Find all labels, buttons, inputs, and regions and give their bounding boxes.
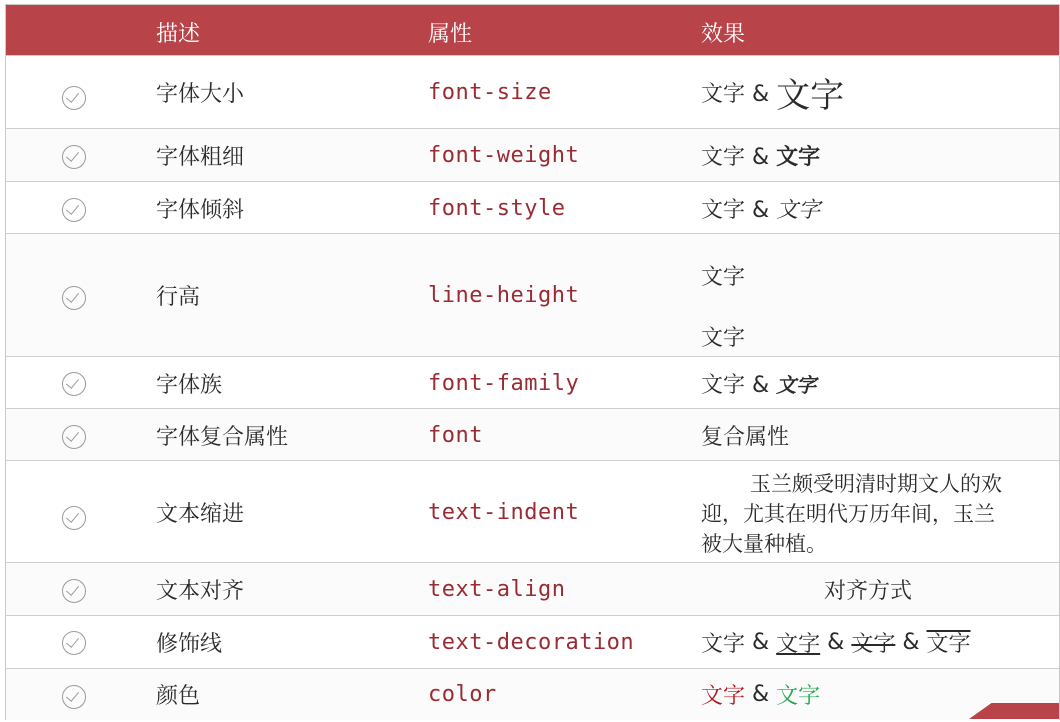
table-row <box>6 460 1059 563</box>
row-desc: 行高 <box>156 285 201 310</box>
effect-centered-text: 对齐方式 <box>824 579 913 604</box>
row-effect <box>701 616 971 669</box>
row-prop: line-height <box>428 283 580 308</box>
table-row <box>6 128 1059 182</box>
ampersand: & <box>745 682 777 707</box>
effect-underline-text: 文字 <box>776 632 821 657</box>
header-prop: 属性 <box>428 22 473 47</box>
row-prop: text-indent <box>428 499 580 525</box>
effect-plain: 文字 & <box>701 372 777 398</box>
row-desc: 颜色 <box>156 684 201 709</box>
row-effect <box>701 56 844 129</box>
table-row <box>6 668 1059 720</box>
row-prop: font-weight <box>428 143 580 168</box>
css-properties-table <box>5 4 1060 720</box>
effect-large-text: 文字 <box>776 76 845 116</box>
effect-text: 复合属性 <box>701 424 790 450</box>
header-effect: 效果 <box>701 22 746 47</box>
row-prop: font-family <box>428 370 580 396</box>
effect-indent-line-1: 玉兰颇受明清时期文人的欢 <box>750 472 1002 496</box>
table-header <box>6 5 1059 55</box>
check-circle-icon <box>62 86 86 110</box>
row-desc: 字体族 <box>156 372 223 398</box>
row-effect <box>701 182 820 234</box>
check-circle-icon <box>62 631 86 655</box>
table-row <box>6 181 1059 234</box>
row-prop: text-decoration <box>428 630 635 655</box>
row-desc: 文本对齐 <box>156 579 245 604</box>
row-desc: 字体倾斜 <box>156 197 245 223</box>
effect-plain: 文字 & <box>701 197 777 223</box>
table-row <box>6 615 1059 669</box>
row-prop: text-align <box>428 577 566 602</box>
ampersand: & <box>745 630 777 655</box>
row-prop: font-size <box>428 80 552 105</box>
header-desc: 描述 <box>156 22 201 47</box>
table-row <box>6 562 1059 616</box>
check-circle-icon <box>62 685 86 709</box>
effect-italic-text: 文字 <box>776 197 821 223</box>
effect-strikethrough-text: 文字 <box>851 632 896 657</box>
effect-line-2: 文字 <box>701 325 746 351</box>
row-prop: font-style <box>428 195 566 221</box>
ampersand: & <box>820 630 852 655</box>
row-desc: 字体大小 <box>156 82 245 107</box>
effect-overline-text: 文字 <box>926 632 971 657</box>
row-effect <box>701 357 816 409</box>
effect-green-text: 文字 <box>776 684 821 709</box>
effect-indent-line-3: 被大量种植。 <box>701 532 827 556</box>
table-row <box>6 55 1059 129</box>
effect-plain: 文字 & <box>701 145 777 170</box>
table-row <box>6 356 1059 409</box>
row-desc: 字体复合属性 <box>156 424 289 450</box>
table-row <box>6 408 1059 461</box>
effect-plain: 文字 & <box>701 82 777 107</box>
check-circle-icon <box>62 145 86 169</box>
row-desc: 修饰线 <box>156 632 223 657</box>
effect-plain-text: 文字 <box>701 632 746 657</box>
check-circle-icon <box>62 372 86 396</box>
check-circle-icon <box>62 506 86 530</box>
ampersand: & <box>895 630 927 655</box>
check-circle-icon <box>62 425 86 449</box>
row-prop: font <box>428 422 483 448</box>
effect-calligraphy-text: 文字 <box>776 372 817 397</box>
effect-indent-line-2: 迎，尤其在明代万历年间，玉兰 <box>701 502 995 526</box>
row-effect <box>701 129 820 182</box>
check-circle-icon <box>62 579 86 603</box>
row-desc: 字体粗细 <box>156 145 245 170</box>
row-effect <box>701 669 820 720</box>
table-row <box>6 233 1059 357</box>
row-desc: 文本缩进 <box>156 501 245 527</box>
effect-red-text: 文字 <box>701 684 746 709</box>
effect-line-1: 文字 <box>701 264 746 290</box>
check-circle-icon <box>62 198 86 222</box>
check-circle-icon <box>62 286 86 310</box>
row-prop: color <box>428 682 497 707</box>
effect-bold-text: 文字 <box>776 145 821 170</box>
